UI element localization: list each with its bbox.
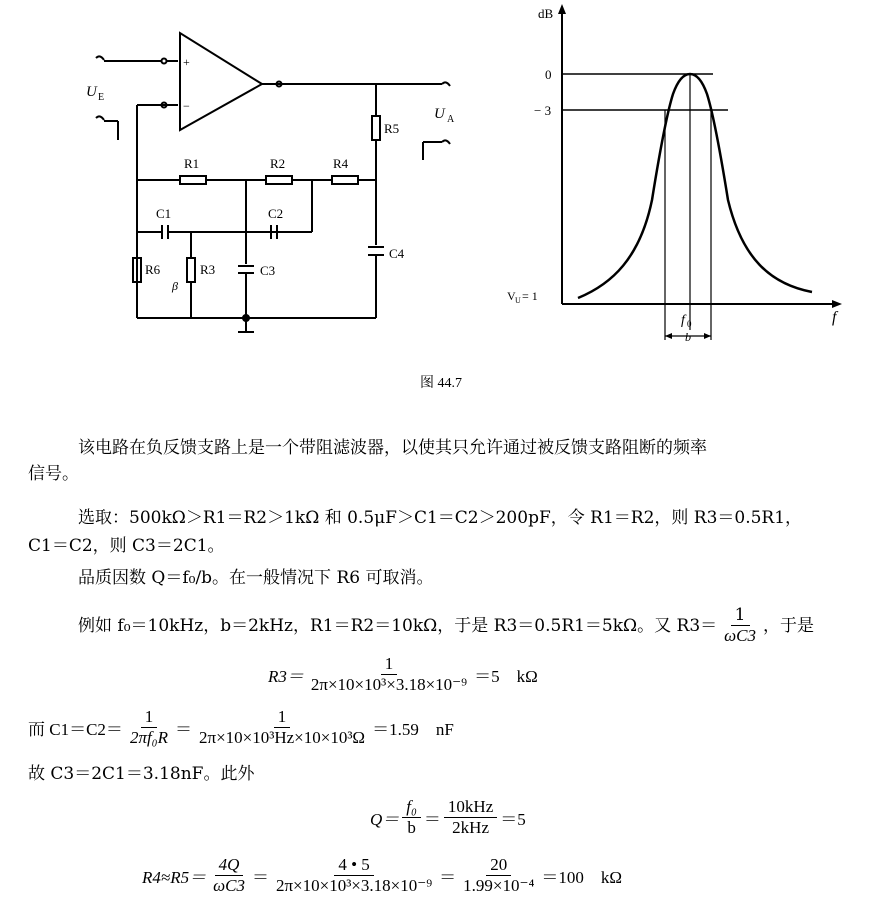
beta-label: β <box>172 279 178 293</box>
y-axis-label: dB <box>538 6 554 21</box>
equation-q-denominator-1: b <box>407 818 416 837</box>
x-axis-label: f <box>832 309 837 326</box>
f0-subscript: 0 <box>687 319 692 329</box>
opamp-triangle <box>180 33 262 130</box>
equation-q-lhs: Q＝ <box>370 810 400 829</box>
fraction-numerator: 1 <box>731 606 750 626</box>
paragraph-1-line-1: 该电路在负反馈支路上是一个带阻滤波器，以使其只允许通过被反馈支路阻断的频率 <box>78 438 707 458</box>
tick-minus3-label: − 3 <box>534 103 552 118</box>
equation-q-denominator-2: 2kHz <box>452 818 489 837</box>
equation-c-equals: ＝ <box>174 720 192 739</box>
equation-r4-denominator-2: 2π×10×10³×3.18×10⁻⁹ <box>275 876 433 895</box>
r6-label: R6 <box>145 262 161 277</box>
circuit-diagram <box>96 33 450 332</box>
equation-r3-numerator: 1 <box>381 655 398 675</box>
equation-r4-fraction-2 <box>272 856 436 895</box>
paragraph-5: 故 C3＝2C1＝3.18nF。此外 <box>28 764 255 784</box>
r2-label: R2 <box>270 156 286 171</box>
r2-resistor <box>266 176 292 184</box>
ua-label: U <box>434 106 445 122</box>
equation-c1-c2 <box>28 708 454 747</box>
paragraph-1-line-2: 信号。 <box>28 464 79 484</box>
equation-q-fraction-1 <box>402 798 421 837</box>
r5-label: R5 <box>384 121 400 136</box>
tick-0-label: 0 <box>545 67 552 82</box>
frequency-response <box>558 4 842 340</box>
equation-r4-denominator-1: ωC3 <box>213 876 245 895</box>
c2-label: C2 <box>268 206 284 221</box>
r3-label: R3 <box>200 262 216 277</box>
equation-c-fraction-1 <box>126 708 172 747</box>
equation-r4-fraction-3 <box>459 856 538 895</box>
equation-r4-numerator-1: 4Q <box>215 856 244 876</box>
response-labels <box>507 6 839 344</box>
paragraph-2-line-1: 选取：500kΩ＞R1＝R2＞1kΩ 和 0.5μF＞C1＝C2＞200pF，令 R1＝R2，则 R3＝0.5R1， <box>78 508 803 528</box>
equation-r3-denominator: 2π×10×10³×3.18×10⁻⁹ <box>310 675 468 694</box>
plus-sign: + <box>183 55 190 69</box>
equation-r4-numerator-2: 4 • 5 <box>334 856 373 876</box>
equation-c-lhs: 而 C1＝C2＝ <box>28 720 123 739</box>
b-label: b <box>685 330 691 344</box>
c3-label: C3 <box>260 263 276 278</box>
r5-resistor <box>372 116 380 140</box>
equation-r4-equals-2: ＝ <box>439 868 457 887</box>
equation-c-fraction-2 <box>195 708 369 747</box>
paragraph-4-tail: ，于是 <box>763 615 815 636</box>
equation-q <box>370 798 526 837</box>
paragraph-2-line-2: C1＝C2，则 C3＝2C1。 <box>28 536 225 556</box>
vu-value: = 1 <box>522 289 538 303</box>
equation-r4-fraction-1 <box>209 856 249 895</box>
equation-c-numerator-1: 1 <box>141 708 158 728</box>
fraction-denominator: ωC3 <box>724 626 757 645</box>
r1-label: R1 <box>184 156 200 171</box>
equation-q-equals: ＝ <box>423 810 441 829</box>
r4-resistor <box>332 176 358 184</box>
vu-subscript: U <box>515 296 521 305</box>
equation-c-rhs: ＝1.59 nF <box>372 720 454 739</box>
ua-subscript: A <box>447 114 455 125</box>
equation-q-numerator-2: 10kHz <box>444 798 497 818</box>
equation-r4-denominator-3: 1.99×10⁻⁴ <box>463 876 535 895</box>
fraction-1-over-wc3 <box>720 606 760 645</box>
equation-c-numerator-2: 1 <box>274 708 291 728</box>
equation-q-fraction-2 <box>444 798 497 837</box>
paragraph-4 <box>78 606 814 645</box>
r3-resistor <box>187 258 195 282</box>
r1-resistor <box>180 176 206 184</box>
minus-sign: − <box>183 99 190 113</box>
equation-r3 <box>268 655 538 694</box>
equation-r3-rhs: ＝5 kΩ <box>474 667 538 686</box>
paragraph-3: 品质因数 Q＝f₀/b。在一般情况下 R6 可取消。 <box>78 568 434 588</box>
equation-r4-rhs: ＝100 kΩ <box>541 868 623 887</box>
equation-r3-lhs: R3＝ <box>268 667 304 686</box>
equation-c-denominator-2: 2π×10×10³Hz×10×10³Ω <box>198 728 366 747</box>
equation-r3-fraction <box>307 655 471 694</box>
f0-label: f <box>681 313 685 328</box>
vu-label: V <box>507 289 516 303</box>
paragraph-4-text: 例如 f₀＝10kHz，b＝2kHz，R1＝R2＝10kΩ，于是 R3＝0.5R1＝5kΩ。又 R3＝ <box>78 615 718 636</box>
ue-subscript: E <box>98 92 105 103</box>
r4-label: R4 <box>333 156 349 171</box>
equation-q-numerator-1: f₀ <box>402 798 421 818</box>
equation-r4-numerator-3: 20 <box>486 856 511 876</box>
equation-q-rhs: ＝5 <box>500 810 526 829</box>
figure-caption: 图 44.7 <box>420 376 462 391</box>
equation-r4-r5 <box>142 856 622 895</box>
equation-r4-equals-1: ＝ <box>251 868 269 887</box>
response-curve <box>578 74 812 298</box>
figure-44-7 <box>0 0 896 400</box>
ue-label: U <box>86 84 97 100</box>
equation-r4-lhs: R4≈R5＝ <box>142 868 207 887</box>
c4-label: C4 <box>389 246 405 261</box>
equation-c-denominator-1: 2πf₀R <box>129 728 168 747</box>
c1-label: C1 <box>156 206 172 221</box>
